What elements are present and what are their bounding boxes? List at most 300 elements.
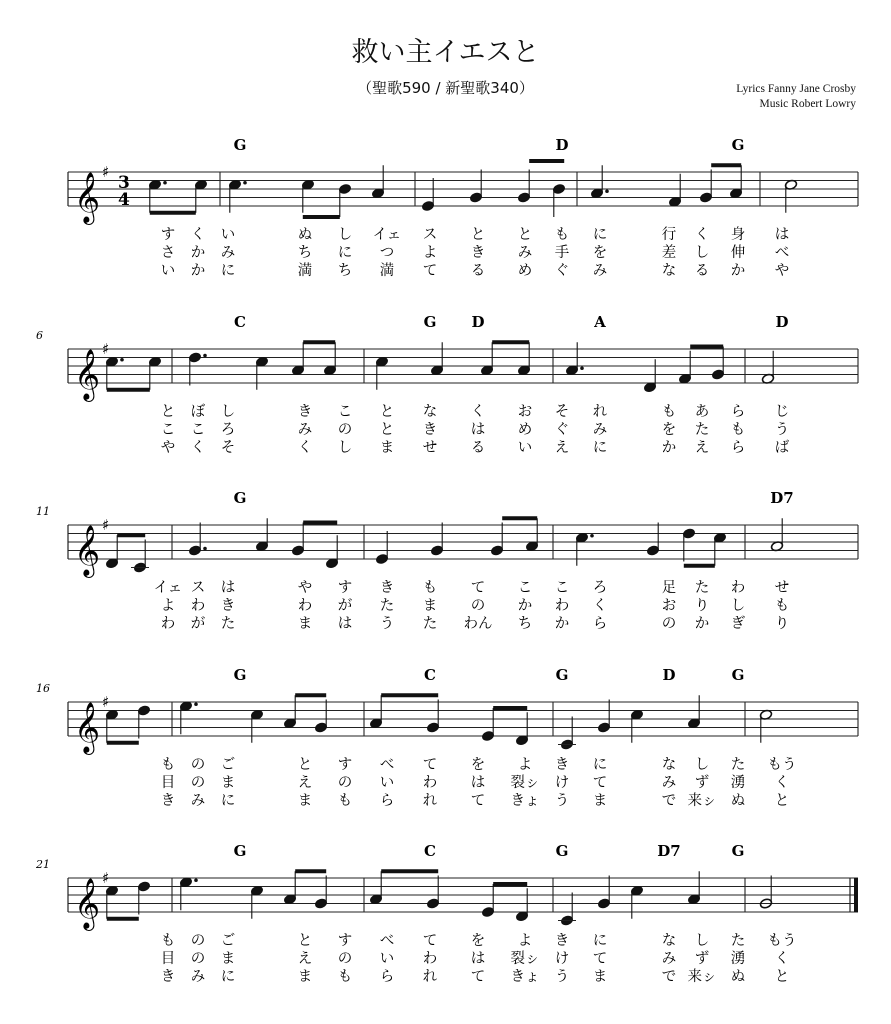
lyric-syllable: ま — [422, 598, 438, 614]
lyric-syllable: ら — [730, 440, 746, 456]
lyric-syllable: る — [470, 440, 486, 456]
lyric-syllable: み — [190, 793, 206, 809]
lyric-syllable: お — [517, 404, 533, 420]
lyric-syllable: れ — [592, 404, 608, 420]
measure-number: 11 — [36, 505, 50, 518]
lyric-syllable: や — [774, 263, 790, 279]
time-signature-bottom: 4 — [118, 190, 130, 210]
lyric-syllable: す — [337, 580, 353, 596]
notehead — [490, 545, 503, 556]
lyric-syllable: ら — [379, 793, 395, 809]
lyric-syllable: た — [730, 757, 746, 773]
lyric-syllable: も — [774, 598, 790, 614]
lyric-syllable: に — [220, 969, 236, 985]
lyric-syllable: わん — [463, 616, 493, 632]
final-barline-thick — [854, 878, 858, 912]
lyric-syllable: か — [554, 616, 570, 632]
lyric-syllable: ス — [422, 227, 438, 243]
notehead — [481, 906, 494, 917]
lyric-syllable: きょ — [510, 793, 540, 809]
lyric-syllable: 足 — [661, 580, 677, 596]
lyric-syllable: も — [337, 969, 353, 985]
lyric-syllable: も — [160, 933, 176, 949]
lyric-syllable: な — [661, 263, 677, 279]
lyric-syllable: な — [661, 933, 677, 949]
lyric-syllable: もう — [767, 757, 797, 773]
lyric-syllable: く — [592, 598, 608, 614]
augmentation-dot — [605, 189, 609, 193]
lyric-syllable: か — [190, 245, 206, 261]
lyric-syllable: え — [297, 775, 313, 791]
notehead — [597, 898, 610, 909]
lyric-syllable: は — [774, 227, 790, 243]
lyric-syllable: ら — [592, 616, 608, 632]
lyric-syllable: た — [730, 933, 746, 949]
notehead — [426, 898, 439, 909]
notehead — [375, 553, 388, 564]
notehead — [137, 705, 150, 716]
lyric-syllable: と — [379, 404, 395, 420]
lyric-syllable: う — [379, 616, 395, 632]
lyric-syllable: た — [694, 580, 710, 596]
lyric-syllable: き — [297, 404, 313, 420]
lyric-syllable: り — [774, 616, 790, 632]
lyric-syllable: ま — [592, 793, 608, 809]
notehead — [421, 200, 434, 211]
lyric-syllable: の — [661, 616, 677, 632]
lyric-syllable: て — [470, 793, 486, 809]
lyric-syllable: き — [470, 245, 486, 261]
lyric-syllable: は — [470, 775, 486, 791]
chord-symbol: G — [731, 666, 745, 684]
lyric-syllable: を — [592, 245, 608, 261]
lyric-syllable: え — [554, 440, 570, 456]
lyric-syllable: い — [379, 951, 395, 967]
notehead — [188, 545, 201, 556]
lyric-syllable: た — [694, 422, 710, 438]
lyric-syllable: こ — [554, 580, 570, 596]
chord-symbol: G — [555, 666, 569, 684]
lyric-syllable: う — [554, 793, 570, 809]
lyric-syllable: は — [220, 580, 236, 596]
lyric-syllable: に — [592, 227, 608, 243]
lyric-syllable: ご — [220, 933, 236, 949]
lyric-syllable: う — [554, 969, 570, 985]
lyric-syllable: が — [190, 616, 206, 632]
lyric-syllable: 湧 — [730, 775, 746, 791]
augmentation-dot — [163, 181, 167, 185]
lyric-syllable: て — [422, 757, 438, 773]
lyric-syllable: 満 — [379, 263, 395, 279]
lyric-syllable: わ — [422, 951, 438, 967]
lyric-syllable: 目 — [160, 775, 176, 791]
chord-symbol: C — [234, 313, 246, 331]
chord-symbol: D — [471, 313, 485, 331]
lyric-syllable: ま — [297, 616, 313, 632]
lyric-syllable: み — [517, 245, 533, 261]
lyric-syllable: け — [554, 951, 570, 967]
notehead — [711, 369, 724, 380]
lyric-syllable: べ — [379, 933, 395, 949]
lyric-syllable: こ — [160, 422, 176, 438]
notehead — [314, 898, 327, 909]
lyric-syllable: み — [661, 951, 677, 967]
lyric-syllable: 伸 — [730, 245, 746, 261]
augmentation-dot — [203, 547, 207, 551]
augmentation-dot — [194, 702, 198, 706]
lyric-syllable: よ — [422, 245, 438, 261]
lyric-syllable: し — [694, 757, 710, 773]
lyric-syllable: み — [220, 245, 236, 261]
treble-clef: 𝄞 — [74, 349, 101, 400]
notehead — [682, 528, 695, 539]
lyric-syllable: よ — [517, 933, 533, 949]
key-signature-sharp: ♯ — [102, 163, 110, 181]
system-5 — [35, 842, 858, 985]
lyric-syllable: に — [592, 440, 608, 456]
lyric-syllable: よ — [517, 757, 533, 773]
lyric-syllable: ち — [517, 616, 533, 632]
lyric-syllable: え — [297, 951, 313, 967]
lyric-syllable: と — [470, 227, 486, 243]
lyrics-credit: Lyrics Fanny Jane Crosby — [736, 83, 856, 95]
notehead — [469, 192, 482, 203]
system-2 — [36, 313, 858, 456]
lyric-syllable: た — [379, 598, 395, 614]
lyric-syllable: か — [694, 616, 710, 632]
lyric-syllable: の — [190, 757, 206, 773]
lyric-syllable: ぼ — [190, 404, 206, 420]
lyric-syllable: き — [160, 969, 176, 985]
lyric-syllable: に — [220, 263, 236, 279]
chord-symbol: C — [424, 842, 436, 860]
lyric-syllable: 来ㇱ — [687, 969, 717, 985]
augmentation-dot — [590, 534, 594, 538]
lyric-syllable: そ — [554, 404, 570, 420]
lyric-syllable: わ — [554, 598, 570, 614]
treble-clef: 𝄞 — [74, 702, 101, 753]
song-title: 救い主イエスと — [351, 37, 540, 68]
lyric-syllable: 満 — [297, 263, 313, 279]
lyric-syllable: で — [661, 969, 677, 985]
lyric-syllable: もう — [767, 933, 797, 949]
lyric-syllable: き — [554, 757, 570, 773]
lyric-syllable: と — [297, 757, 313, 773]
lyric-syllable: に — [592, 757, 608, 773]
lyric-syllable: み — [661, 775, 677, 791]
lyric-syllable: わ — [422, 775, 438, 791]
augmentation-dot — [580, 366, 584, 370]
key-signature-sharp: ♯ — [102, 693, 110, 711]
lyric-syllable: 裂ㇱ — [510, 951, 540, 967]
lyric-syllable: と — [774, 793, 790, 809]
lyric-syllable: く — [774, 775, 790, 791]
lyric-syllable: は — [470, 951, 486, 967]
chord-symbol: G — [233, 489, 247, 507]
key-signature-sharp: ♯ — [102, 869, 110, 887]
lyric-syllable: そ — [220, 440, 236, 456]
lyric-syllable: ぐ — [554, 422, 570, 438]
lyric-syllable: の — [190, 933, 206, 949]
lyric-syllable: た — [220, 616, 236, 632]
lyric-syllable: と — [379, 422, 395, 438]
lyric-syllable: ま — [220, 951, 236, 967]
lyric-syllable: 行 — [661, 227, 677, 243]
lyric-syllable: す — [160, 227, 176, 243]
key-signature-sharp: ♯ — [102, 340, 110, 358]
lyric-syllable: て — [592, 951, 608, 967]
lyric-syllable: た — [422, 616, 438, 632]
lyric-syllable: し — [337, 440, 353, 456]
lyric-syllable: や — [297, 580, 313, 596]
lyric-syllable: よ — [160, 598, 176, 614]
system-3 — [36, 489, 858, 632]
lyric-syllable: す — [337, 933, 353, 949]
lyric-syllable: は — [337, 616, 353, 632]
lyric-syllable: し — [694, 933, 710, 949]
chord-symbol: G — [731, 136, 745, 154]
lyric-syllable: わ — [297, 598, 313, 614]
chord-symbol: D — [555, 136, 569, 154]
lyric-syllable: ま — [220, 775, 236, 791]
lyric-syllable: ぬ — [730, 793, 746, 809]
notehead — [552, 183, 565, 194]
lyric-syllable: ち — [337, 263, 353, 279]
lyric-syllable: きょ — [510, 969, 540, 985]
lyric-syllable: か — [190, 263, 206, 279]
lyric-syllable: わ — [190, 598, 206, 614]
lyric-syllable: や — [160, 440, 176, 456]
lyric-syllable: う — [774, 422, 790, 438]
lyric-syllable: て — [592, 775, 608, 791]
lyric-syllable: く — [190, 227, 206, 243]
lyric-syllable: こ — [190, 422, 206, 438]
lyric-syllable: み — [592, 263, 608, 279]
lyric-syllable: ば — [774, 440, 790, 456]
lyric-syllable: み — [592, 422, 608, 438]
lyric-syllable: あ — [694, 404, 710, 420]
lyric-syllable: に — [337, 245, 353, 261]
lyric-syllable: じ — [774, 404, 790, 420]
lyric-syllable: イェ — [372, 227, 402, 243]
chord-symbol: D7 — [770, 489, 794, 507]
lyric-syllable: が — [337, 598, 353, 614]
lyric-syllable: み — [297, 422, 313, 438]
lyric-syllable: べ — [379, 757, 395, 773]
lyric-syllable: の — [470, 598, 486, 614]
lyric-syllable: な — [422, 404, 438, 420]
lyric-syllable: の — [190, 775, 206, 791]
treble-clef: 𝄞 — [74, 878, 101, 929]
lyric-syllable: 裂ㇱ — [510, 775, 540, 791]
lyric-syllable: く — [190, 440, 206, 456]
lyric-syllable: ま — [379, 440, 395, 456]
lyric-syllable: の — [337, 422, 353, 438]
notehead — [314, 722, 327, 733]
lyric-syllable: ま — [297, 969, 313, 985]
notehead — [338, 183, 351, 194]
lyric-syllable: き — [160, 793, 176, 809]
lyric-syllable: き — [379, 580, 395, 596]
notehead — [188, 352, 201, 363]
lyric-syllable: と — [160, 404, 176, 420]
lyric-syllable: ス — [190, 580, 206, 596]
lyric-syllable: れ — [422, 793, 438, 809]
lyric-syllable: み — [190, 969, 206, 985]
lyric-syllable: め — [517, 263, 533, 279]
lyric-syllable: 湧 — [730, 951, 746, 967]
chord-symbol: G — [423, 313, 437, 331]
lyric-syllable: と — [517, 227, 533, 243]
lyric-syllable: か — [661, 440, 677, 456]
lyric-syllable: せ — [774, 580, 790, 596]
lyric-syllable: こ — [517, 580, 533, 596]
lyric-syllable: 身 — [730, 227, 746, 243]
notehead — [699, 192, 712, 203]
lyric-syllable: き — [554, 933, 570, 949]
lyric-syllable: つ — [379, 245, 395, 261]
lyric-syllable: の — [190, 951, 206, 967]
chord-symbol: D7 — [657, 842, 681, 860]
music-credit: Music Robert Lowry — [759, 98, 856, 110]
lyric-syllable: き — [422, 422, 438, 438]
lyric-syllable: で — [661, 793, 677, 809]
lyric-syllable: ぎ — [730, 616, 746, 632]
lyric-syllable: ず — [694, 775, 710, 791]
chord-symbol: G — [233, 666, 247, 684]
lyric-syllable: に — [220, 793, 236, 809]
lyric-syllable: わ — [160, 616, 176, 632]
chord-symbol: G — [555, 842, 569, 860]
notehead — [137, 881, 150, 892]
lyric-syllable: ま — [592, 969, 608, 985]
measure-number: 21 — [36, 858, 50, 871]
lyric-syllable: お — [661, 598, 677, 614]
lyric-syllable: こ — [337, 404, 353, 420]
lyric-syllable: け — [554, 775, 570, 791]
lyric-syllable: 来ㇱ — [687, 793, 717, 809]
lyric-syllable: イェ — [153, 580, 183, 596]
lyric-syllable: ら — [379, 969, 395, 985]
lyric-syllable: も — [422, 580, 438, 596]
notehead — [426, 722, 439, 733]
system-1 — [68, 136, 858, 279]
lyric-syllable: な — [661, 757, 677, 773]
chord-symbol: G — [233, 842, 247, 860]
lyric-syllable: の — [337, 775, 353, 791]
lyric-syllable: し — [337, 227, 353, 243]
lyric-syllable: る — [694, 263, 710, 279]
augmentation-dot — [203, 354, 207, 358]
notehead — [481, 730, 494, 741]
lyric-syllable: は — [470, 422, 486, 438]
lyric-syllable: を — [470, 757, 486, 773]
lyric-syllable: し — [694, 245, 710, 261]
lyric-syllable: さ — [160, 245, 176, 261]
lyric-syllable: に — [592, 933, 608, 949]
lyric-syllable: ろ — [592, 580, 608, 596]
lyric-syllable: 差 — [661, 245, 677, 261]
lyric-syllable: を — [470, 933, 486, 949]
lyric-syllable: も — [661, 404, 677, 420]
chord-symbol: C — [424, 666, 436, 684]
lyric-syllable: き — [220, 598, 236, 614]
chord-symbol: A — [594, 313, 606, 331]
lyric-syllable: し — [220, 404, 236, 420]
lyric-syllable: て — [470, 969, 486, 985]
lyric-syllable: し — [730, 598, 746, 614]
lyric-syllable: め — [517, 422, 533, 438]
lyric-syllable: い — [220, 227, 236, 243]
lyric-syllable: ち — [297, 245, 313, 261]
lyric-syllable: も — [554, 227, 570, 243]
lyric-syllable: 手 — [554, 245, 570, 261]
lyric-syllable: い — [379, 775, 395, 791]
notehead — [646, 545, 659, 556]
lyric-syllable: く — [774, 951, 790, 967]
lyric-syllable: ご — [220, 757, 236, 773]
lyric-syllable: も — [730, 422, 746, 438]
notehead — [430, 545, 443, 556]
hymn-number-subtitle: （聖歌590 / 新聖歌340） — [357, 79, 534, 97]
chord-symbol: D — [662, 666, 676, 684]
lyric-syllable: か — [730, 263, 746, 279]
chord-symbol: G — [731, 842, 745, 860]
lyric-syllable: て — [470, 580, 486, 596]
lyric-syllable: ぬ — [297, 227, 313, 243]
lyric-syllable: せ — [422, 440, 438, 456]
measure-number: 16 — [36, 682, 50, 695]
notehead — [291, 545, 304, 556]
key-signature-sharp: ♯ — [102, 516, 110, 534]
augmentation-dot — [194, 878, 198, 882]
lyric-syllable: か — [517, 598, 533, 614]
lyric-syllable: と — [297, 933, 313, 949]
lyric-syllable: れ — [422, 969, 438, 985]
notehead — [597, 722, 610, 733]
lyric-syllable: と — [774, 969, 790, 985]
lyric-syllable: り — [694, 598, 710, 614]
lyric-syllable: ろ — [220, 422, 236, 438]
lyric-syllable: の — [337, 951, 353, 967]
augmentation-dot — [243, 181, 247, 185]
lyric-syllable: ら — [730, 404, 746, 420]
lyric-syllable: て — [422, 263, 438, 279]
system-4 — [36, 666, 858, 809]
notehead — [517, 192, 530, 203]
lyric-syllable: く — [694, 227, 710, 243]
lyric-syllable: い — [160, 263, 176, 279]
lyric-syllable: も — [337, 793, 353, 809]
lyric-syllable: わ — [730, 580, 746, 596]
lyric-syllable: ぐ — [554, 263, 570, 279]
lyric-syllable: て — [422, 933, 438, 949]
lyric-syllable: も — [160, 757, 176, 773]
lyric-syllable: い — [517, 440, 533, 456]
lyric-syllable: ま — [297, 793, 313, 809]
time-signature-top: 3 — [118, 173, 130, 193]
lyric-syllable: す — [337, 757, 353, 773]
chord-symbol: D — [775, 313, 789, 331]
lyric-syllable: ぬ — [730, 969, 746, 985]
treble-clef: 𝄞 — [74, 172, 101, 223]
augmentation-dot — [120, 358, 124, 362]
lyric-syllable: え — [694, 440, 710, 456]
lyric-syllable: る — [470, 263, 486, 279]
lyric-syllable: ず — [694, 951, 710, 967]
treble-clef: 𝄞 — [74, 525, 101, 576]
lyric-syllable: く — [297, 440, 313, 456]
